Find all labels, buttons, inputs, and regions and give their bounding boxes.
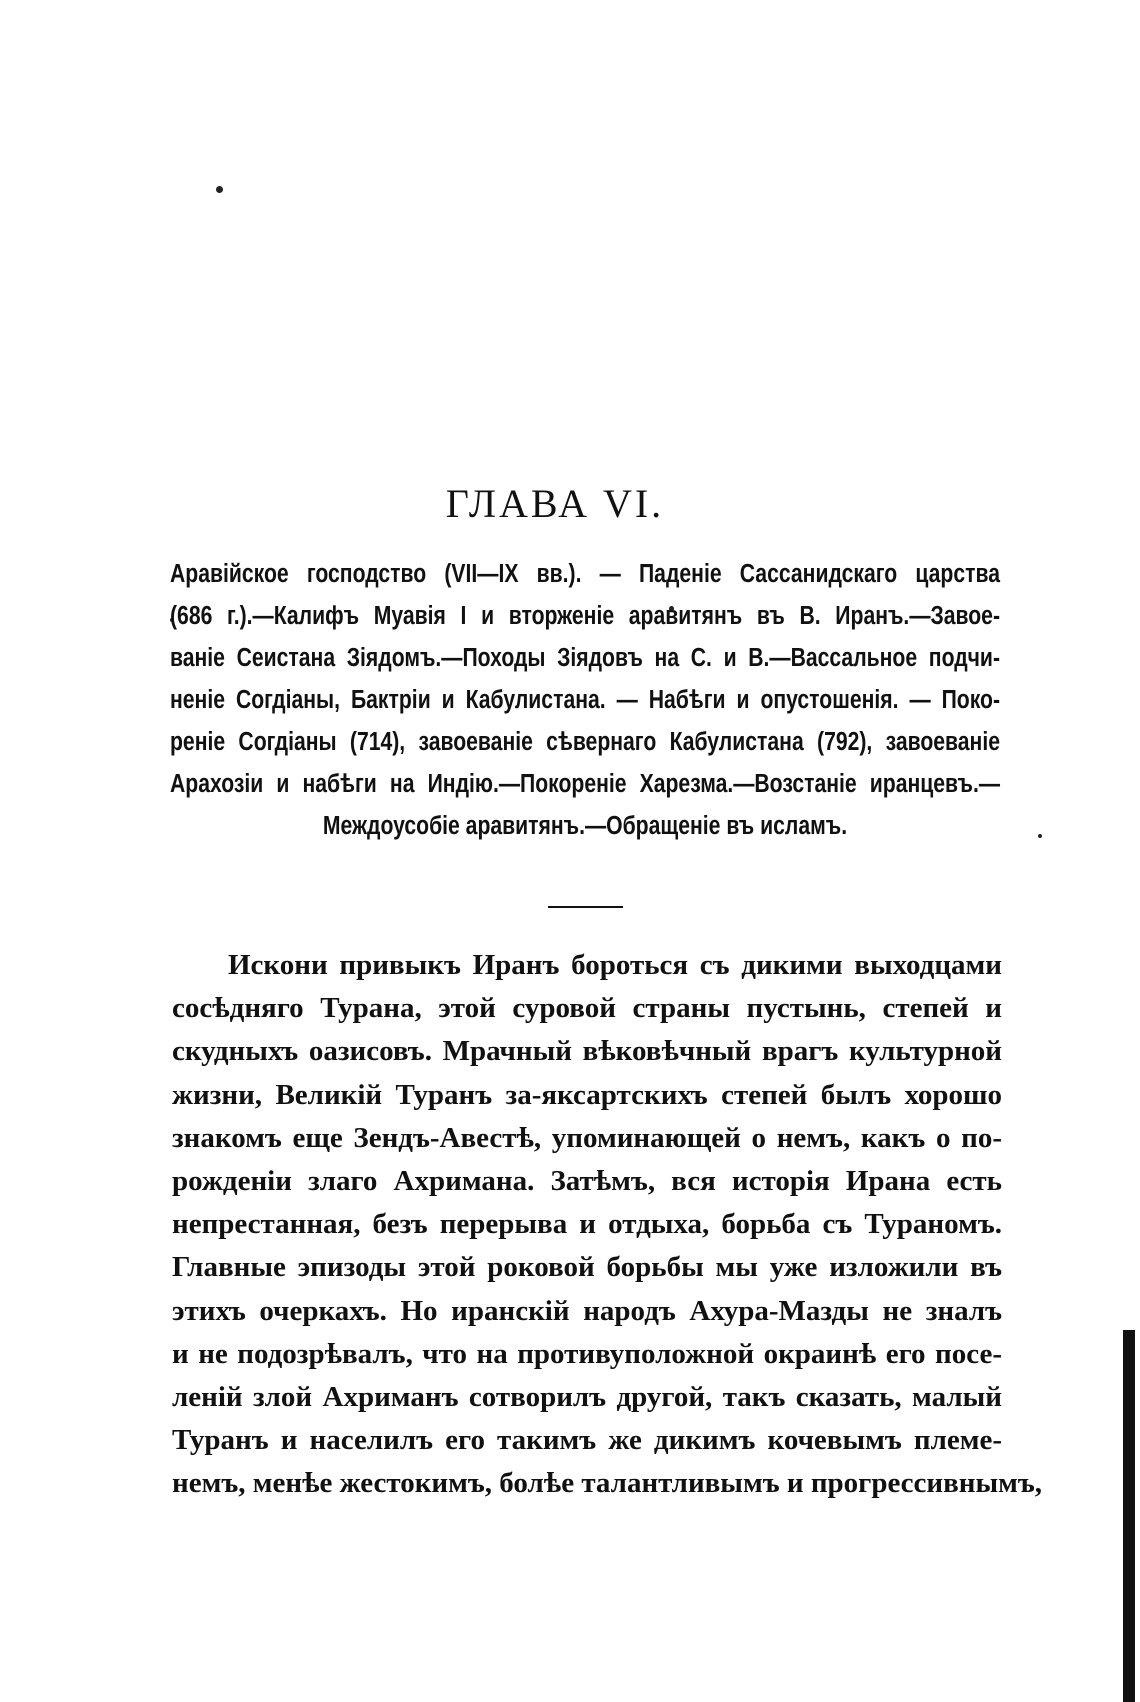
section-divider bbox=[548, 906, 623, 908]
page-speck bbox=[1038, 834, 1042, 838]
body-line: Главные эпизоды этой роковой борьбы мы уже изложили въ bbox=[172, 1251, 1002, 1284]
summary-line: Междоусобіе аравитянъ.—Обращеніе въ исламъ. bbox=[322, 812, 848, 840]
summary-line: реніе Согдіаны (714), завоеваніе сѣвернаго Кабулистана (792), завоеваніе bbox=[170, 728, 1000, 756]
body-line: скудныхъ оазисовъ. Мрачный вѣковѣчный врагъ культурной bbox=[172, 1035, 1002, 1068]
body-line: Туранъ и населилъ его такимъ же дикимъ кочевымъ племе- bbox=[172, 1424, 1002, 1457]
body-line: и не подозрѣвалъ, что на противуположной окраинѣ его посе- bbox=[172, 1337, 1002, 1370]
scan-edge-shadow bbox=[1123, 1330, 1135, 1702]
body-line: сосѣдняго Турана, этой суровой страны пустынь, степей и bbox=[172, 992, 1002, 1025]
body-line: этихъ очеркахъ. Но иранскій народъ Ахура-Мазды не зналъ bbox=[172, 1294, 1002, 1327]
summary-line: ваніе Сеистана Зіядомъ.—Походы Зіядовъ на С. и В.—Вассальное подчи- bbox=[170, 644, 1000, 672]
body-line: Искони привыкъ Иранъ бороться съ дикими выходцами bbox=[228, 949, 1002, 981]
body-line: жизни, Великій Туранъ за-яксартскихъ степей былъ хорошо bbox=[172, 1078, 1002, 1111]
body-line: знакомъ еще Зендъ-Авестѣ, упоминающей о немъ, какъ о по- bbox=[172, 1121, 1002, 1154]
body-line: непрестанная, безъ перерыва и отдыха, борьба съ Тураномъ. bbox=[172, 1208, 1002, 1241]
chapter-title: ГЛАВА VI. bbox=[445, 481, 665, 526]
chapter-summary bbox=[170, 553, 1000, 847]
body-line: немъ, менѣе жестокимъ, болѣе талантливымъ и прогрессивнымъ, bbox=[172, 1467, 1043, 1500]
page-speck bbox=[216, 186, 223, 193]
body-line: леній злой Ахриманъ сотворилъ другой, такъ сказать, малый bbox=[172, 1381, 1002, 1414]
summary-line: (686 г.).—Калифъ Муавія I и вторженіе аравитянъ въ В. Иранъ.—Завое- bbox=[170, 602, 1000, 630]
summary-line: Арахозіи и набѣги на Индію.—Покореніе Харезма.—Возстаніе иранцевъ.— bbox=[170, 770, 1000, 798]
body-line: рожденіи злаго Ахримана. Затѣмъ, вся исторія Ирана есть bbox=[172, 1165, 1002, 1198]
summary-line: неніе Согдіаны, Бактріи и Кабулистана. — Набѣги и опустошенія. — Поко- bbox=[170, 686, 1000, 714]
body-text bbox=[172, 944, 1043, 1506]
summary-line: Аравійское господство (VII—IX вв.). — Паденіе Сассанидскаго царства bbox=[170, 560, 1000, 588]
